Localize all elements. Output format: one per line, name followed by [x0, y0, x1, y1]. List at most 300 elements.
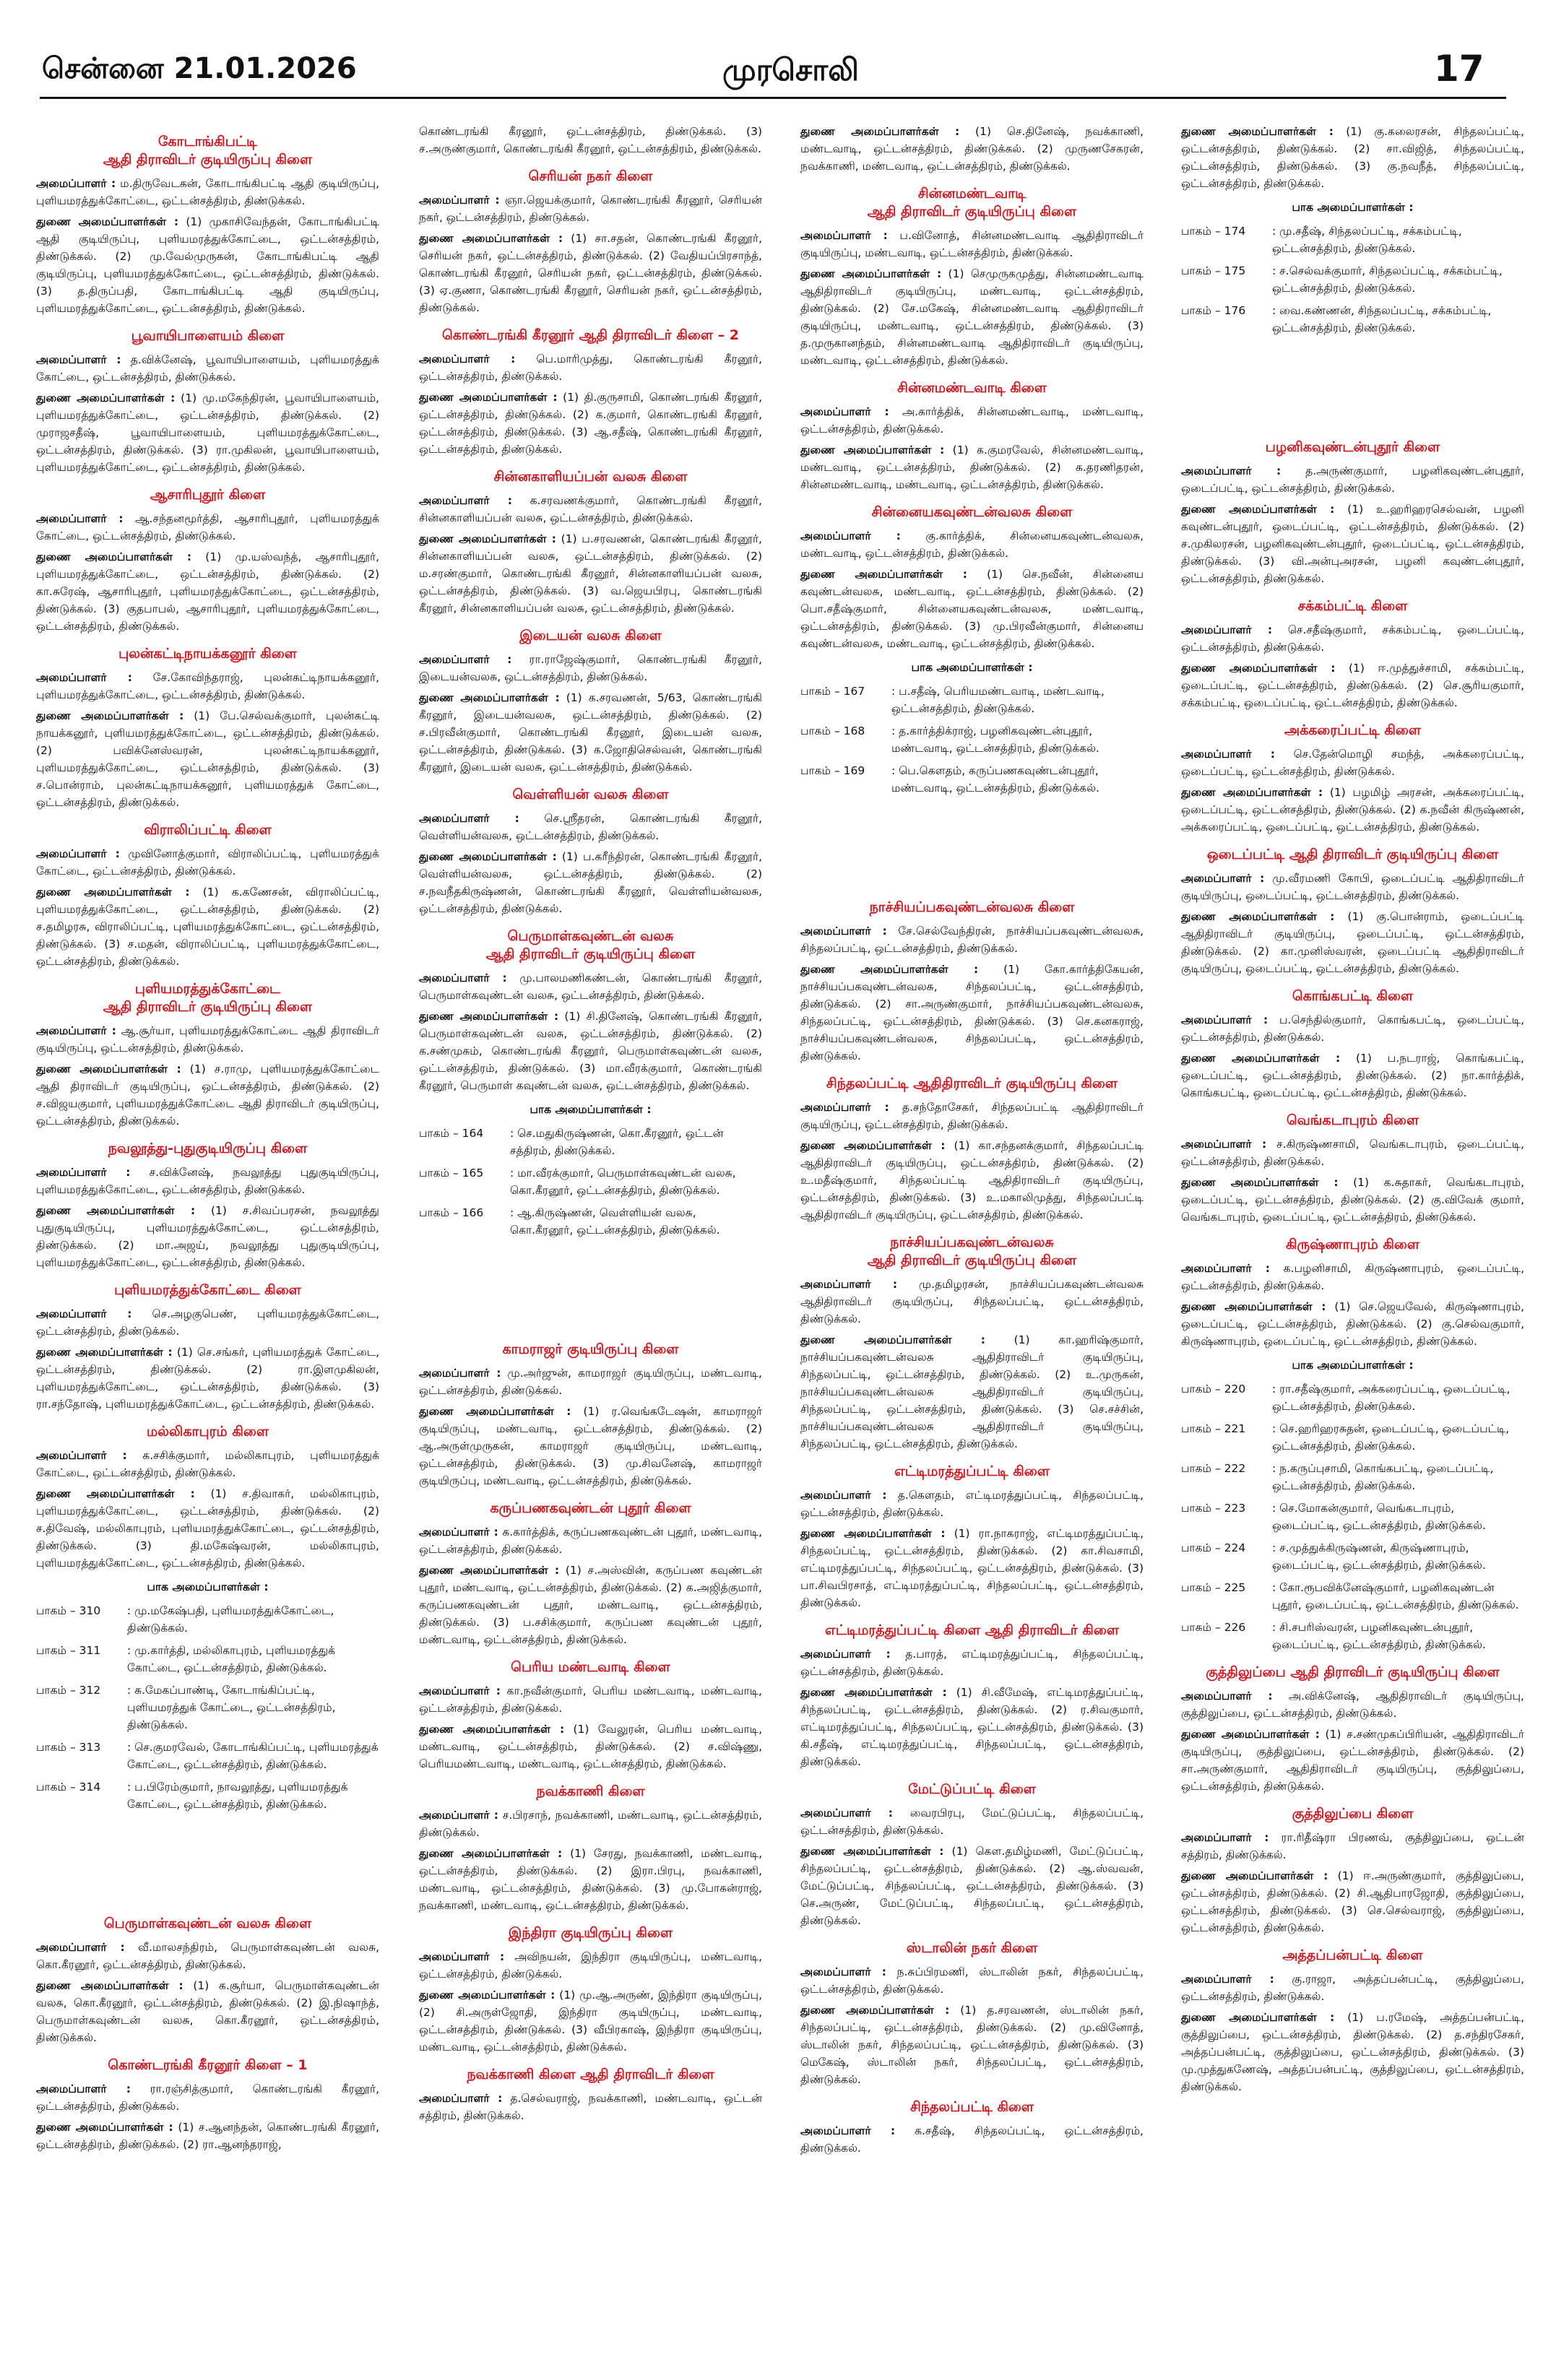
member-entry — [1181, 1687, 1524, 1722]
ward-row — [800, 722, 1144, 757]
ward-row — [1181, 1460, 1524, 1494]
role-label: அமைப்பாளர் : — [1181, 1831, 1269, 1844]
member-entry — [1181, 1867, 1524, 1937]
member-details: மு.தமிழரசன், நாச்சியப்பகவுண்டன்வலசு ஆதிதிராவிடர் குடியிருப்பு, சிந்தலப்பட்டி, ஒட்டன்சத்திரம், திண்டுக்கல். — [800, 1278, 1144, 1325]
branch-heading — [1181, 1236, 1524, 1254]
member-details: கொண்டரங்கி கீரனூர், ஒட்டன்சத்திரம், திண்டுக்கல். (3) ச.அருண்குமார், கொண்டரங்கி கீரனூர், ஒட்டன்சத்திரம், திண்டுக்கல். — [419, 125, 762, 155]
branch-heading — [36, 821, 379, 839]
member-details: க.சசிக்குமார், மல்லிகாபுரம், புளியமரத்துக் கோட்டை, ஒட்டன்சத்திரம், திண்டுக்கல். — [36, 1449, 379, 1479]
member-entry — [419, 123, 762, 157]
ward-row — [419, 1125, 762, 1159]
branch-heading — [800, 1463, 1144, 1481]
branch-heading-line: ஆதி திராவிடர் குடியிருப்பு கிளை — [867, 204, 1077, 220]
role-label: துணை அமைப்பாளர்கள் : — [1181, 125, 1334, 138]
branch-heading — [419, 1658, 762, 1676]
branch-heading — [36, 133, 379, 169]
member-entry — [36, 1485, 379, 1572]
member-entry — [800, 1331, 1144, 1453]
member-details: க.சதீஷ், சிந்தலப்பட்டி, ஒட்டன்சத்திரம், திண்டுக்கல். — [800, 2124, 1144, 2155]
member-entry — [36, 1939, 379, 1973]
member-entry — [36, 351, 379, 386]
role-label: துணை அமைப்பாளர்கள் : — [800, 568, 967, 581]
member-details: (1) க.குமரவேல், சின்னமண்டவாடி, மண்டவாடி, ஒட்டன்சத்திரம், திண்டுக்கல். (2) க.தரணிதரன், சின்னமண்டவாடி, மண்டவாடி, ஒட்டன்சத்திரம், திண்டுக்கல். — [800, 443, 1144, 491]
branch-heading — [800, 899, 1144, 917]
role-label: அமைப்பாளர் : — [36, 671, 132, 684]
branch-heading — [1181, 597, 1524, 615]
branch-heading — [1181, 987, 1524, 1005]
branch-heading — [36, 1423, 379, 1441]
member-entry — [1181, 1011, 1524, 1046]
member-details: (1) ப.சரவணன், கொண்டரங்கி கீரனூர், சின்னகாளியப்பன் வலசு, ஒட்டன்சத்திரம், திண்டுக்கல். (2) ம.சரண்குமார், கொண்டரங்கி கீரனூர், சின்னகாளியப்பன் வலசு, ஒட்டன்சத்திரம், திண்டுக்கல். (3) வ.ஜெயபிரபு, கொண்டரங்கி கீரனூர், சின்னகாளியப்பன் வலசு, ஒட்டன்சத்திரம், திண்டுக்கல். — [419, 532, 762, 615]
ward-row — [1181, 1539, 1524, 1574]
column-4 — [1181, 123, 1524, 2362]
role-label: துணை அமைப்பாளர்கள் : — [1181, 1176, 1339, 1189]
member-details: (1) ப.நடராஜ், கொங்கபட்டி, ஒடைப்பட்டி, ஒட்டன்சத்திரம், திண்டுக்கல். (2) நா.கார்த்திக், கொங்கபட்டி, ஒடைப்பட்டி, ஒட்டன்சத்திரம், திண்டுக்கல். — [1181, 1052, 1524, 1099]
member-details: கா.நவீன்குமார், பெரிய மண்டவாடி, மண்டவாடி, ஒட்டன்சத்திரம், திண்டுக்கல். — [419, 1684, 762, 1715]
member-details: கு.கார்த்திக், சின்னையகவுண்டன்வலசு, மண்டவாடி, ஒட்டன்சத்திரம், திண்டுக்கல். — [800, 529, 1144, 560]
role-label: துணை அமைப்பாளர்கள் : — [800, 267, 942, 280]
role-label: துணை அமைப்பாளர்கள் : — [800, 443, 945, 456]
member-entry — [419, 1008, 762, 1094]
member-details: (1) க.சுதாகர், வெங்கடாபுரம், ஒடைப்பட்டி, ஒட்டன்சத்திரம், திண்டுக்கல். (2) கு.விவேக் குமார், வெங்கடாபுரம், ஒடைப்பட்டி, ஒட்டன்சத்திரம், திண்டுக்கல். — [1181, 1176, 1524, 1224]
member-entry — [36, 510, 379, 545]
member-entry — [419, 1845, 762, 1914]
member-entry — [1181, 745, 1524, 780]
branch-heading-line: புளியமரத்துக்கோட்டை — [134, 981, 281, 997]
member-entry — [800, 123, 1144, 175]
role-label: அமைப்பாளர் : — [800, 1648, 891, 1661]
member-entry — [36, 1447, 379, 1481]
branch-heading — [1181, 1112, 1524, 1130]
ward-row — [1181, 1619, 1524, 1653]
ward-row — [36, 1739, 379, 1773]
member-entry — [36, 707, 379, 811]
member-details: த.செல்வராஜ், நவக்காணி, மண்டவாடி, ஒட்டன் சத்திரம், திண்டுக்கல். — [419, 2092, 762, 2122]
member-entry — [419, 350, 762, 385]
ward-member: : கோ.ரூபவிக்னேஷ்குமார், பழனிகவுண்டன் புதூர், ஒடைப்பட்டி, ஒட்டன்சத்திரம், திண்டுக்கல். — [1272, 1581, 1519, 1611]
member-entry — [36, 2119, 379, 2153]
member-entry — [419, 1948, 762, 1983]
branch-heading — [36, 327, 379, 345]
member-entry — [1181, 1050, 1524, 1102]
ward-member: : மு.சதீஷ், சிந்தலப்பட்டி, சக்கம்பட்டி, ஒட்டன்சத்திரம், திண்டுக்கல். — [1272, 225, 1462, 255]
member-entry — [800, 1276, 1144, 1328]
role-label: துணை அமைப்பாளர்கள் : — [419, 1564, 560, 1577]
subheading: பாக அமைப்பாளர்கள் : — [147, 1580, 269, 1593]
ward-row — [1181, 1420, 1524, 1455]
member-details: செ.தேன்மொழி சமந்த், அக்கரைப்பட்டி, ஒடைப்பட்டி, ஒட்டன்சத்திரம், திண்டுக்கல். — [1181, 748, 1524, 778]
branch-heading — [800, 185, 1144, 221]
member-entry — [419, 969, 762, 1004]
branch-heading — [800, 503, 1144, 522]
ward-number: பாகம் – 226 — [1181, 1621, 1246, 1634]
member-details: (1) மு.யஸ்வந்த், ஆசாரிபுதூர், புளியமரத்துக்கோட்டை, ஒட்டன்சத்திரம், திண்டுக்கல். (2) கா.சுரேஷ், ஆசாரிபுதூர், புளியமரத்துக்கோட்டை, ஒட்டன்சத்திரம், திண்டுக்கல். (3) குதபாபல், ஆசாரிபுதூர், புளியமரத்துக்கோட்டை, ஒட்டன்சத்திரம், திண்டுக்கல். — [36, 550, 379, 633]
member-details: மு.வீரமணி கோபி, ஒடைப்பட்டி ஆதிதிராவிடர் குடியிருப்பு, ஒடைப்பட்டி, ஒட்டன்சத்திரம், திண்டுக்கல். — [1181, 872, 1524, 902]
branch-heading-line: மேட்டுப்பட்டி கிளை — [908, 1781, 1036, 1797]
branch-heading — [419, 468, 762, 486]
role-label: துணை அமைப்பாளர்கள் : — [36, 1063, 181, 1076]
branch-heading — [800, 1075, 1144, 1093]
member-entry — [36, 213, 379, 317]
ward-number: பாகம் – 169 — [800, 764, 865, 777]
branch-heading-line: எட்டிமரத்துப்பட்டி கிளை — [894, 1463, 1050, 1479]
role-label: அமைப்பாளர் : — [1181, 748, 1275, 761]
member-entry — [1181, 908, 1524, 977]
branch-heading — [800, 1780, 1144, 1799]
member-entry — [36, 883, 379, 970]
ward-number: பாகம் – 311 — [36, 1644, 101, 1657]
branch-heading — [800, 1234, 1144, 1270]
role-label: துணை அமைப்பாளர்கள் : — [36, 1204, 196, 1217]
role-label: துணை அமைப்பாளர்கள் : — [800, 1333, 985, 1346]
member-details: (1) ஈ.முத்துச்சாமி, சக்கம்பட்டி, ஒடைப்பட்டி, ஒட்டன்சத்திரம், திண்டுக்கல். (2) செ.சூரியகுமார், சக்கம்பட்டி, ஒடைப்பட்டி, ஒட்டன்சத்திரம், திண்டுக்கல். — [1181, 662, 1524, 709]
role-label: அமைப்பாளர் : — [419, 1367, 501, 1380]
masthead — [0, 0, 1543, 108]
role-label: துணை அமைப்பாளர்கள் : — [1181, 2011, 1335, 2024]
member-details: (1) க.சரவணன், 5/63, கொண்டரங்கி கீரனூர், இடையன்வலசு, ஒட்டன்சத்திரம், திண்டுக்கல். (2) ச.பிரவீன்குமார், கொண்டரங்கி கீரனூர், இடையன் வலசு, ஒட்டன்சத்திரம், திண்டுக்கல். (3) க.ஜோதிசெல்வன், கொண்டரங்கி கீரனூர், இடையன் வலசு, ஒட்டன்சத்திரம், திண்டுக்கல். — [419, 691, 762, 774]
member-entry — [36, 389, 379, 476]
role-label: துணை அமைப்பாளர்கள் : — [419, 532, 556, 545]
role-label: அமைப்பாளர் : — [800, 1965, 886, 1978]
ward-member: : த.கார்த்திக்ராஜ், பழனிகவுண்டன்புதூர், மண்டவாடி, ஒட்டன்சத்திரம், திண்டுக்கல். — [891, 724, 1099, 755]
role-label: துணை அமைப்பாளர்கள் : — [419, 391, 558, 404]
member-details: ஆ.சந்தனமூர்த்தி, ஆசாரிபுதூர், புளியமரத்துக் கோட்டை, ஒட்டன்சத்திரம், திண்டுக்கல். — [36, 512, 379, 542]
branch-heading-line: சின்னகாளியப்பன் வலசு கிளை — [493, 469, 688, 485]
member-entry — [800, 441, 1144, 493]
member-entry — [800, 1487, 1144, 1521]
member-entry — [800, 1843, 1144, 1929]
branch-heading — [36, 1281, 379, 1299]
ward-member: : ந.கருப்புசாமி, கொங்கபட்டி, ஒடைப்பட்டி, ஒட்டன்சத்திரம், திண்டுக்கல். — [1272, 1462, 1494, 1492]
branch-heading-line: சிந்தலப்பட்டி கிளை — [909, 2099, 1034, 2115]
role-label: துணை அமைப்பாளர்கள் : — [800, 963, 979, 976]
member-details: (1) செ.தினேஷ், நவக்காணி, மண்டவாடி, ஒட்டன்சத்திரம், திண்டுக்கல். (2) முருணசேகரன், நவக்காணி, மண்டவாடி, ஒட்டன்சத்திரம், திண்டுக்கல். — [800, 125, 1144, 173]
member-entry — [800, 1137, 1144, 1224]
member-details: ஆ.சூர்யா, புளியமரத்துக்கோட்டை ஆதி திராவிடர் குடியிருப்பு, ஒட்டன்சத்திரம், திண்டுக்கல். — [36, 1024, 379, 1055]
member-details: (1) பழமிழ் அரசன், அக்கரைப்பட்டி, ஒடைப்பட்டி, ஒட்டன்சத்திரம், திண்டுக்கல். (2) க.நவீன் கிருஷ்ணன், அக்கரைப்பட்டி, ஒடைப்பட்டி, ஒட்டன்சத்திரம், திண்டுக்கல். — [1181, 786, 1524, 834]
member-details: (1) கு.பொன்ராம், ஒடைப்பட்டி ஆதிதிராவிடர் குடியிருப்பு, ஒடைப்பட்டி, ஒட்டன்சத்திரம், திண்டுக்கல். (2) கா.முனிஸ்வரன், ஒடைப்பட்டி ஆதிதிராவிடர் குடியிருப்பு, ஒடைப்பட்டி, ஒட்டன்சத்திரம், திண்டுக்கல். — [1181, 910, 1524, 975]
branch-heading-line: பழனிகவுண்டன்புதூர் கிளை — [1265, 439, 1440, 455]
branch-heading — [1181, 438, 1524, 456]
member-details: (1) ச.திவாகர், மல்லிகாபுரம், புளியமரத்துக்கோட்டை, ஒட்டன்சத்திரம், திண்டுக்கல். (2) ச.திவேஷ், மல்லிகாபுரம், புளியமரத்துக்கோட்டை, ஒட்டன்சத்திரம், திண்டுக்கல். (3) தி.மகேஷ்வரன், மல்லிகாபுரம், புளியமரத்துக்கோட்டை, ஒட்டன்சத்திரம், திண்டுக்கல். — [36, 1487, 379, 1570]
branch-heading — [1181, 1947, 1524, 1965]
member-entry — [1181, 1829, 1524, 1864]
branch-heading-line: கோடாங்கிபட்டி — [157, 134, 258, 150]
member-entry — [800, 922, 1144, 957]
ward-row — [36, 1642, 379, 1676]
member-entry — [419, 848, 762, 917]
ward-number: பாகம் – 168 — [800, 724, 865, 737]
column-3 — [800, 123, 1144, 2362]
ward-row — [36, 1778, 379, 1813]
role-label: துணை அமைப்பாளர்கள் : — [800, 1686, 947, 1699]
member-details: (1) ப.கரீந்திரன், கொண்டரங்கி கீரனூர், வெள்ளியன்வலசு, ஒட்டன்சத்திரம், திண்டுக்கல். (2) ச.நவநீதகிருஷ்ணன், கொண்டரங்கி கீரனூர், வெள்ளியன்வலசு, ஒட்டன்சத்திரம், திண்டுக்கல். — [419, 850, 762, 915]
member-details: (1) கா.ஹரிஷ்குமார், நாச்சியப்பகவுண்டன்வலசு ஆதிதிராவிடர் குடியிருப்பு, சிந்தலப்பட்டி, ஒட்டன்சத்திரம், திண்டுக்கல். (2) உ.முருகன், நாச்சியப்பகவுண்டன்வலசு ஆதிதிராவிடர் குடியிருப்பு, சிந்தலப்பட்டி, ஒட்டன்சத்திரம், திண்டுக்கல். (3) செ.சச்சின், நாச்சியப்பகவுண்டன்வலசு ஆதிதிராவிடர் குடியிருப்பு, சிந்தலப்பட்டி, ஒட்டன்சத்திரம், திண்டுக்கல். — [800, 1333, 1144, 1450]
ward-number: பாகம் – 164 — [419, 1127, 484, 1140]
role-label: அமைப்பாளர் : — [36, 1307, 132, 1320]
branch-heading — [419, 927, 762, 964]
member-entry — [800, 403, 1144, 438]
member-entry — [36, 1343, 379, 1413]
member-details: க.சரவணக்குமார், கொண்டரங்கி கீரனூர், சின்னகாளியப்பன் வலசு, ஒட்டன்சத்திரம், திண்டுக்கல். — [419, 494, 762, 524]
ward-row — [1181, 262, 1524, 297]
role-label: துணை அமைப்பாளர்கள் : — [1181, 786, 1323, 799]
role-label: துணை அமைப்பாளர்கள் : — [36, 1487, 195, 1500]
member-entry — [1181, 1135, 1524, 1170]
member-details: த.பாரத், எட்டிமரத்துப்பட்டி, சிந்தலப்பட்டி, ஒட்டன்சத்திரம், திண்டுக்கல். — [800, 1648, 1144, 1678]
member-entry — [419, 1721, 762, 1773]
role-label: அமைப்பாளர் : — [1181, 1689, 1273, 1702]
role-label: அமைப்பாளர் : — [800, 1278, 898, 1291]
ward-member: : ச.செல்வக்குமார், சிந்தலப்பட்டி, சக்கம்பட்டி, ஒட்டன்சத்திரம், திண்டுக்கல். — [1272, 264, 1503, 295]
member-details: ச.கிருஷ்ணசாமி, வெங்கடாபுரம், ஒடைப்பட்டி, ஒட்டன்சத்திரம், திண்டுக்கல். — [1181, 1138, 1524, 1168]
role-label: அமைப்பாளர் : — [800, 229, 888, 242]
branch-heading-line: ஆதி திராவிடர் குடியிருப்பு கிளை — [485, 946, 696, 962]
role-label: துணை அமைப்பாளர்கள் : — [36, 1979, 183, 1992]
member-details: (1) செ.நவீன், சின்னைய கவுண்டன்வலசு, மண்டவாடி, ஒட்டன்சத்திரம், திண்டுக்கல். (2) பொ.சதீஷ்குமார், சின்னையகவுண்டன்வலசு, மண்டவாடி, ஒட்டன்சத்திரம், திண்டுக்கல். (3) மு.பிரவீன்குமார், சின்னைய கவுண்டன்வலசு, மண்டவாடி, ஒட்டன்சத்திரம், திண்டுக்கல். — [800, 568, 1144, 650]
branch-heading-line: காமராஜர் குடியிருப்பு கிளை — [502, 1341, 679, 1357]
member-entry — [1181, 784, 1524, 836]
branch-heading-line: சிந்தலப்பட்டி ஆதிதிராவிடர் குடியிருப்பு கிளை — [826, 1076, 1118, 1091]
ward-number: பாகம் – 176 — [1181, 304, 1246, 317]
branch-heading-line: எட்டிமரத்துப்பட்டி கிளை ஆதி திராவிடர் கிளை — [825, 1622, 1119, 1638]
ward-member: : செ.ஹரிஹரசுதன், ஒடைப்பட்டி, ஒடைப்பட்டி, ஒட்டன்சத்திரம், திண்டுக்கல். — [1272, 1422, 1510, 1453]
role-label: அமைப்பாளர் : — [419, 1950, 505, 1963]
ward-member: : வை.கண்ணன், சிந்தலப்பட்டி, சக்கம்பட்டி, ஒட்டன்சத்திரம், திண்டுக்கல். — [1272, 304, 1492, 334]
ward-member: : மு.கார்த்தி, மல்லிகாபுரம், புளியமரத்துக் கோட்டை, ஒட்டன்சத்திரம், திண்டுக்கல். — [127, 1644, 335, 1674]
branch-heading-line: பெருமாள்கவுண்டன் வலசு — [507, 928, 674, 944]
member-entry — [419, 1403, 762, 1489]
member-details: ச.பிரசாந், நவக்காணி, மண்டவாடி, ஒட்டன்சத்திரம், திண்டுக்கல். — [419, 1809, 762, 1839]
role-label: துணை அமைப்பாளர்கள் : — [419, 1010, 559, 1023]
branch-heading — [419, 2066, 762, 2084]
branch-heading-line: கருப்பணகவுண்டன் புதூர் கிளை — [490, 1500, 691, 1516]
role-label: அமைப்பாளர் : — [36, 1941, 125, 1954]
member-details: (1) சா.சதன், கொண்டரங்கி கீரனூர், செரியன் நகர், ஒட்டன்சத்திரம், திண்டுக்கல். (2) வேதியப்பிரசாந்த், கொண்டரங்கி கீரனூர், செரியன் நகர், ஒட்டன்சத்திரம், திண்டுக்கல். (3) ஏ.குணா, கொண்டரங்கி கீரனூர், செரியன் நகர், ஒட்டன்சத்திரம், திண்டுக்கல். — [419, 232, 762, 314]
member-entry — [36, 2080, 379, 2115]
subheading: பாக அமைப்பாளர்கள் : — [1292, 1359, 1414, 1372]
column-2 — [419, 123, 762, 2362]
branch-heading-line: விராலிப்பட்டி கிளை — [144, 822, 272, 838]
role-label: அமைப்பாளர் : — [419, 2092, 503, 2105]
role-label: துணை அமைப்பாளர்கள் : — [800, 125, 960, 138]
role-label: அமைப்பாளர் : — [800, 529, 901, 542]
member-details: பெ.மாரிமுத்து, கொண்டரங்கி கீரனூர், ஒட்டன்சத்திரம், திண்டுக்கல். — [419, 352, 762, 383]
member-details: ச.விக்னேஷ், நவலூத்து புதுகுடியிருப்பு, புளியமரத்துக்கோட்டை, ஒட்டன்சத்திரம், திண்டுக்கல். — [36, 1166, 379, 1196]
role-label: அமைப்பாளர் : — [800, 1806, 893, 1819]
branch-heading — [419, 168, 762, 186]
role-label: துணை அமைப்பாளர்கள் : — [1181, 1728, 1320, 1741]
ward-member: : ப.சதீஷ், பெரியமண்டவாடி, மண்டவாடி, ஒட்டன்சத்திரம், திண்டுக்கல். — [891, 685, 1105, 715]
branch-heading-line: சின்னமண்டவாடி கிளை — [897, 380, 1047, 396]
member-details: (1) உ.ஹரிஹரசெல்வன், பழனி கவுண்டன்புதூர், ஒடைப்பட்டி, ஒட்டன்சத்திரம், திண்டுக்கல். (2) ச.முகிலரசன், பழனிகவுண்டன்புதூர், ஒடைப்பட்டி, ஒட்டன்சத்திரம், திண்டுக்கல். (3) வி.அன்புஅரசன், பழனி கவுண்டன்புதூர், ஒட்டன்சத்திரம், திண்டுக்கல். — [1181, 503, 1524, 585]
member-entry — [1181, 621, 1524, 656]
role-label: துணை அமைப்பாளர்கள் : — [419, 691, 560, 704]
ward-row — [800, 762, 1144, 797]
role-label: துணை அமைப்பாளர்கள் : — [36, 215, 179, 228]
member-details: சே.செல்வேந்திரன், நாச்சியப்பகவுண்டன்வலசு, சிந்தலப்பட்டி, ஒட்டன்சத்திரம், திண்டுக்கல். — [800, 925, 1144, 955]
role-label: அமைப்பாளர் : — [36, 1166, 131, 1179]
role-label: துணை அமைப்பாளர்கள் : — [36, 709, 184, 722]
member-entry — [419, 1986, 762, 2056]
role-label: துணை அமைப்பாளர்கள் : — [800, 2004, 950, 2017]
member-details: (1) கு.கலைரசன், சிந்தலப்பட்டி, ஒட்டன்சத்திரம், திண்டுக்கல். (2) சா.விஜித், சிந்தலப்பட்டி, ஒட்டன்சத்திரம், திண்டுக்கல். (3) கு.நவநீத், சிந்தலப்பட்டி, ஒட்டன்சத்திரம், திண்டுக்கல். — [1181, 125, 1524, 190]
member-details: (1) ச.சிவப்பரசன், நவலூத்து புதுகுடியிருப்பு, புளியமரத்துக்கோட்டை, ஒட்டன்சத்திரம், திண்டுக்கல். (2) மா.அஜய், நவலூத்து புதுகுடியிருப்பு, புளியமரத்துக்கோட்டை, ஒட்டன்சத்திரம், திண்டுக்கல். — [36, 1204, 379, 1269]
member-entry — [1181, 2009, 1524, 2095]
member-details: (1) ச.ராமு, புளியமரத்துக்கோட்டை ஆதி திராவிடர் குடியிருப்பு, ஒட்டன்சத்திரம், திண்டுக்கல். (2) ச.விஜயகுமார், புளியமரத்துக்கோட்டை ஆதி திராவிடர் குடியிருப்பு, ஒட்டன்சத்திரம், திண்டுக்கல். — [36, 1063, 379, 1128]
branch-heading — [800, 1939, 1144, 1957]
branch-heading — [419, 1341, 762, 1359]
role-label: அமைப்பாளர் : — [800, 1101, 889, 1114]
branch-heading — [800, 379, 1144, 397]
member-details: க.பழனிசாமி, கிருஷ்ணாபுரம், ஒடைப்பட்டி, ஒட்டன்சத்திரம், திண்டுக்கல். — [1181, 1262, 1524, 1292]
branch-heading-line: ஆதி திராவிடர் குடியிருப்பு கிளை — [103, 152, 313, 168]
member-entry — [800, 2002, 1144, 2088]
branch-heading-line: இந்திரா குடியிருப்பு கிளை — [508, 1925, 673, 1941]
member-entry — [419, 389, 762, 458]
ward-member: : பெ.கௌதம், கருப்பணகவுண்டன்புதூர், மண்டவாடி, ஒட்டன்சத்திரம், திண்டுக்கல். — [891, 764, 1099, 795]
ward-number: பாகம் – 220 — [1181, 1382, 1246, 1395]
member-details: (1) மு.மகேந்திரன், பூவாயிபாளையம், புளியமரத்துக்கோட்டை, ஒட்டன்சத்திரம், திண்டுக்கல். (2) முராஜசதீஷ், பூவாயிபாளையம், புளியமரத்துக்கோட்டை, ஒட்டன்சத்திரம், திண்டுக்கல். (3) ரா.முகிலன், பூவாயிபாளையம், புளியமரத்துக்கோட்டை, ஒட்டன்சத்திரம், திண்டுக்கல். — [36, 391, 379, 474]
member-entry — [419, 1523, 762, 1558]
ward-row — [419, 1204, 762, 1239]
column-1 — [36, 123, 379, 2362]
member-details: (1) ர.வெங்கடேஷன், காமராஜர் குடியிருப்பு, மண்டவாடி, ஒட்டன்சத்திரம், திண்டுக்கல். (2) ஆ.அருள்முருகன், காமராஜர் குடியிருப்பு, மண்டவாடி, ஒட்டன்சத்திரம், திண்டுக்கல். (3) மு.சிவனேஷ், காமராஜர் குடியிருப்பு, மண்டவாடி, ஒட்டன்சத்திரம், திண்டுக்கல். — [419, 1405, 762, 1487]
role-label: அமைப்பாளர் : — [800, 2124, 896, 2137]
member-entry — [419, 1562, 762, 1648]
role-label: துணை அமைப்பாளர்கள் : — [800, 1139, 946, 1152]
branch-heading — [36, 645, 379, 663]
member-entry — [419, 191, 762, 226]
role-label: அமைப்பாளர் : — [1181, 1138, 1267, 1151]
ward-number: பாகம் – 165 — [419, 1167, 484, 1180]
member-entry — [36, 548, 379, 635]
role-label: துணை அமைப்பாளர்கள் : — [1181, 662, 1336, 675]
member-details: (1) க.கணேசன், விராலிப்பட்டி, புளியமரத்துக்கோட்டை, ஒட்டன்சத்திரம், திண்டுக்கல். (2) ச.தமிழரசு, விராலிப்பட்டி, புளியமரத்துக்கோட்டை, ஒட்டன்சத்திரம், திண்டுக்கல். (3) ச.மதன், விராலிப்பட்டி, புளியமரத்துக்கோட்டை, ஒட்டன்சத்திரம், திண்டுக்கல். — [36, 886, 379, 968]
role-label: அமைப்பாளர் : — [419, 812, 519, 825]
branch-heading-line: இடையன் வலசு கிளை — [519, 628, 662, 644]
ward-row — [1181, 302, 1524, 337]
column-gap — [800, 802, 1144, 888]
member-details: ப.வினோத், சின்னமண்டவாடி ஆதிதிராவிடர் குடியிருப்பு, மண்டவாடி, ஒட்டன்சத்திரம், திண்டுக்கல். — [800, 229, 1144, 259]
subheading: பாக அமைப்பாளர்கள் : — [1292, 201, 1414, 214]
branch-heading — [36, 980, 379, 1016]
member-details: (1) ச.அஸ்வின், கருப்பண கவுண்டன் புதூர், மண்டவாடி, ஒட்டன்சத்திரம், திண்டுக்கல். (2) க.அஜித்குமார், கருப்பணகவுண்டன் புதூர், மண்டவாடி, ஒட்டன்சத்திரம், திண்டுக்கல். (3) ப.சசிக்குமார், கருப்பண கவுண்டன் புதூர், மண்டவாடி, ஒட்டன்சத்திரம், திண்டுக்கல். — [419, 1564, 762, 1646]
member-details: ம.திருவேடகன், கோடாங்கிபட்டி ஆதி குடியிருப்பு, புளியமரத்துக்கோட்டை, ஒட்டன்சத்திரம், திண்டுக்கல். — [36, 177, 379, 207]
branch-heading — [419, 1924, 762, 1942]
branch-heading-line: ஸ்டாலின் நகர் கிளை — [906, 1940, 1038, 1956]
ward-row — [36, 1602, 379, 1637]
role-label: அமைப்பாளர் : — [36, 177, 116, 190]
member-details: (1) செ.சங்கர், புளியமரத்துக் கோட்டை, ஒட்டன்சத்திரம், திண்டுக்கல். (2) ரா.இளமுகிலன், புளியமரத்துக்கோட்டை, ஒட்டன்சத்திரம், திண்டுக்கல். (3) ரா.சந்தோஷ், புளியமரத்துக்கோட்டை, ஒட்டன்சத்திரம், திண்டுக்கல். — [36, 1346, 379, 1411]
member-details: மு.அர்ஜுன், காமராஜர் குடியிருப்பு, மண்டவாடி, ஒட்டன்சத்திரம், திண்டுக்கல். — [419, 1367, 762, 1397]
ward-member: : மா.வீரக்குமார், பெருமாள்கவுண்டன் வலசு, கொ.கீரனூர், ஒட்டன்சத்திரம், திண்டுக்கல். — [510, 1167, 736, 1197]
role-label: துணை அமைப்பாளர்கள் : — [36, 391, 176, 404]
role-label: அமைப்பாளர் : — [419, 653, 512, 666]
newspaper-name: முரசொலி — [722, 52, 859, 87]
branch-heading — [800, 1622, 1144, 1640]
member-details: (1) சி.தினேஷ், கொண்டரங்கி கீரனூர், பெருமாள்கவுண்டன் வலசு, ஒட்டன்சத்திரம், திண்டுக்கல். (2) க.சண்முகம், கொண்டரங்கி கீரனூர், பெருமாள்கவுண்டன் வலசு, ஒட்டன்சத்திரம், திண்டுக்கல். (3) மா.வீரக்குமார், கொண்டரங்கி கீரனூர், பெருமாள் கவுண்டன் வலசு, ஒட்டன்சத்திரம், திண்டுக்கல். — [419, 1010, 762, 1092]
member-entry — [800, 1684, 1144, 1770]
branch-heading-line: அத்தப்பன்பட்டி கிளை — [1282, 1947, 1423, 1963]
member-entry — [36, 1022, 379, 1057]
ward-number: பாகம் – 174 — [1181, 225, 1246, 238]
ward-member: : ரா.சதீஷ்குமார், அக்கரைப்பட்டி, ஒடைப்பட்டி, ஒட்டன்சத்திரம், திண்டுக்கல். — [1272, 1382, 1510, 1413]
branch-heading-line: அக்கரைப்பட்டி கிளை — [1284, 722, 1422, 738]
branch-heading-line: நவக்காணி கிளை ஆதி திராவிடர் கிளை — [467, 2067, 714, 2082]
branch-heading-line: நாச்சியப்பகவுண்டன்வலசு — [890, 1234, 1054, 1250]
ward-number: பாகம் – 313 — [36, 1741, 101, 1754]
member-details: க.கார்த்திக், கருப்பணகவுண்டன் புதூர், மண்டவாடி, ஒட்டன்சத்திரம், திண்டுக்கல். — [419, 1526, 762, 1556]
page-number: 17 — [1434, 48, 1484, 90]
ward-row — [800, 683, 1144, 717]
ward-row — [1181, 222, 1524, 257]
member-entry — [1181, 659, 1524, 711]
role-label: துணை அமைப்பாளர்கள் : — [1181, 910, 1335, 923]
member-entry — [800, 961, 1144, 1065]
column-gap — [1181, 342, 1524, 428]
ward-number: பாகம் – 222 — [1181, 1462, 1246, 1475]
branch-heading-line: குத்திலுப்பை கிளை — [1292, 1806, 1414, 1822]
member-details: மு.பாலமணிகண்டன், கொண்டரங்கி கீரனூர், பெருமாள்கவுண்டன் வலசு, ஒட்டன்சத்திரம், திண்டுக்கல். — [419, 972, 762, 1002]
member-details: கு.ராஜா, அத்தப்பன்பட்டி, குத்திலுப்பை, ஒட்டன்சத்திரம், திண்டுக்கல். — [1181, 1973, 1524, 2003]
ward-member: : செ.குமரவேல், கோடாங்கிப்பட்டி, புளியமரத்துக் கோட்டை, ஒட்டன்சத்திரம், திண்டுக்கல். — [127, 1741, 379, 1771]
ward-number: பாகம் – 312 — [36, 1684, 101, 1697]
branch-heading — [419, 1783, 762, 1801]
ward-number: பாகம் – 314 — [36, 1780, 101, 1793]
member-details: (1) சி.வீமேஷ், எட்டிமரத்துப்பட்டி, சிந்தலப்பட்டி, ஒட்டன்சத்திரம், திண்டுக்கல். (2) ர.சிவகுமார், எட்டிமரத்துப்பட்டி, சிந்தலப்பட்டி, ஒட்டன்சத்திரம், திண்டுக்கல். (3) கி.சதீஷ், எட்டிமரத்துப்பட்டி, சிந்தலப்பட்டி, ஒட்டன்சத்திரம், திண்டுக்கல். — [800, 1686, 1144, 1768]
role-label: துணை அமைப்பாளர்கள் : — [419, 850, 557, 863]
role-label: அமைப்பாளர் : — [800, 1489, 887, 1502]
member-entry — [419, 689, 762, 776]
member-entry — [419, 1364, 762, 1399]
member-entry — [1181, 1970, 1524, 2005]
ward-member: : சி.சபரிஸ்வரன், பழனிகவுண்டன்புதூர், ஒடைப்பட்டி, ஒட்டன்சத்திரம், திண்டுக்கல். — [1272, 1621, 1486, 1651]
role-label: துணை அமைப்பாளர்கள் : — [1181, 1869, 1328, 1882]
member-entry — [800, 1804, 1144, 1839]
role-label: அமைப்பாளர் : — [419, 1809, 499, 1822]
ward-member: : செ.மோகன்குமார், வெங்கடாபுரம், ஒடைப்பட்டி, ஒட்டன்சத்திரம், திண்டுக்கல். — [1272, 1502, 1486, 1532]
member-entry — [36, 1060, 379, 1130]
role-label: அமைப்பாளர் : — [36, 1449, 127, 1462]
member-details: ரா.ரிதீஷ்ரா பிரணவ், குத்திலுப்பை, ஒட்டன் சத்திரம், திண்டுக்கல். — [1181, 1831, 1524, 1861]
member-entry — [800, 265, 1144, 369]
role-label: அமைப்பாளர் : — [36, 847, 120, 860]
member-entry — [800, 2122, 1144, 2157]
member-details: செ.சதீஷ்குமார், சக்கம்பட்டி, ஒடைப்பட்டி, ஒட்டன்சத்திரம், திண்டுக்கல். — [1181, 623, 1524, 654]
member-entry — [1181, 123, 1524, 192]
branch-heading-line: குத்திலுப்பை ஆதி திராவிடர் குடியிருப்பு கிளை — [1206, 1664, 1500, 1680]
member-details: (1) முகாசிவேந்தன், கோடாங்கிபட்டி ஆதி குடியிருப்பு, புளியமரத்துக்கோட்டை, ஒட்டன்சத்திரம், திண்டுக்கல். (2) மு.வேல்முருகன், கோடாங்கிபட்டி ஆதி குடியிருப்பு, புளியமரத்துக்கோட்டை, ஒட்டன்சத்திரம், திண்டுக்கல். (3) த.திருப்பதி, கோடாங்கிபட்டி ஆதி குடியிருப்பு, புளியமரத்துக்கோட்டை, ஒட்டன்சத்திரம், திண்டுக்கல். — [36, 215, 379, 315]
branch-heading-line: புலன்கட்டிநாயக்கனூர் கிளை — [118, 646, 297, 662]
role-label: அமைப்பாளர் : — [419, 494, 512, 507]
member-details: (1) தி.குருசாமி, கொண்டரங்கி கீரனூர், ஒட்டன்சத்திரம், திண்டுக்கல். (2) க.குமார், கொண்டரங்கி கீரனூர், ஒட்டன்சத்திரம், திண்டுக்கல். (3) ஆ.சதீஷ், கொண்டரங்கி கீரனூர், ஒட்டன்சத்திரம், திண்டுக்கல். — [419, 391, 762, 456]
role-label: அமைப்பாளர் : — [800, 925, 887, 938]
branch-heading-line: நவலூத்து-புதுகுடியிருப்பு கிளை — [108, 1141, 308, 1156]
branch-heading-line: கிருஷ்ணாபுரம் கிளை — [1285, 1237, 1420, 1252]
branch-heading-line: நவக்காணி கிளை — [536, 1783, 645, 1799]
branch-heading — [1181, 722, 1524, 740]
branch-heading-line: ஆதி திராவிடர் குடியிருப்பு கிளை — [867, 1252, 1077, 1268]
member-entry — [419, 810, 762, 844]
ward-row — [1181, 1380, 1524, 1415]
role-label: அமைப்பாளர் : — [419, 352, 516, 365]
member-entry — [419, 1682, 762, 1717]
role-label: துணை அமைப்பாளர்கள் : — [36, 550, 192, 563]
branch-heading-line: சின்னையகவுண்டன்வலசு கிளை — [871, 504, 1073, 520]
role-label: துணை அமைப்பாளர்கள் : — [419, 1847, 563, 1860]
ward-row — [1181, 1500, 1524, 1534]
